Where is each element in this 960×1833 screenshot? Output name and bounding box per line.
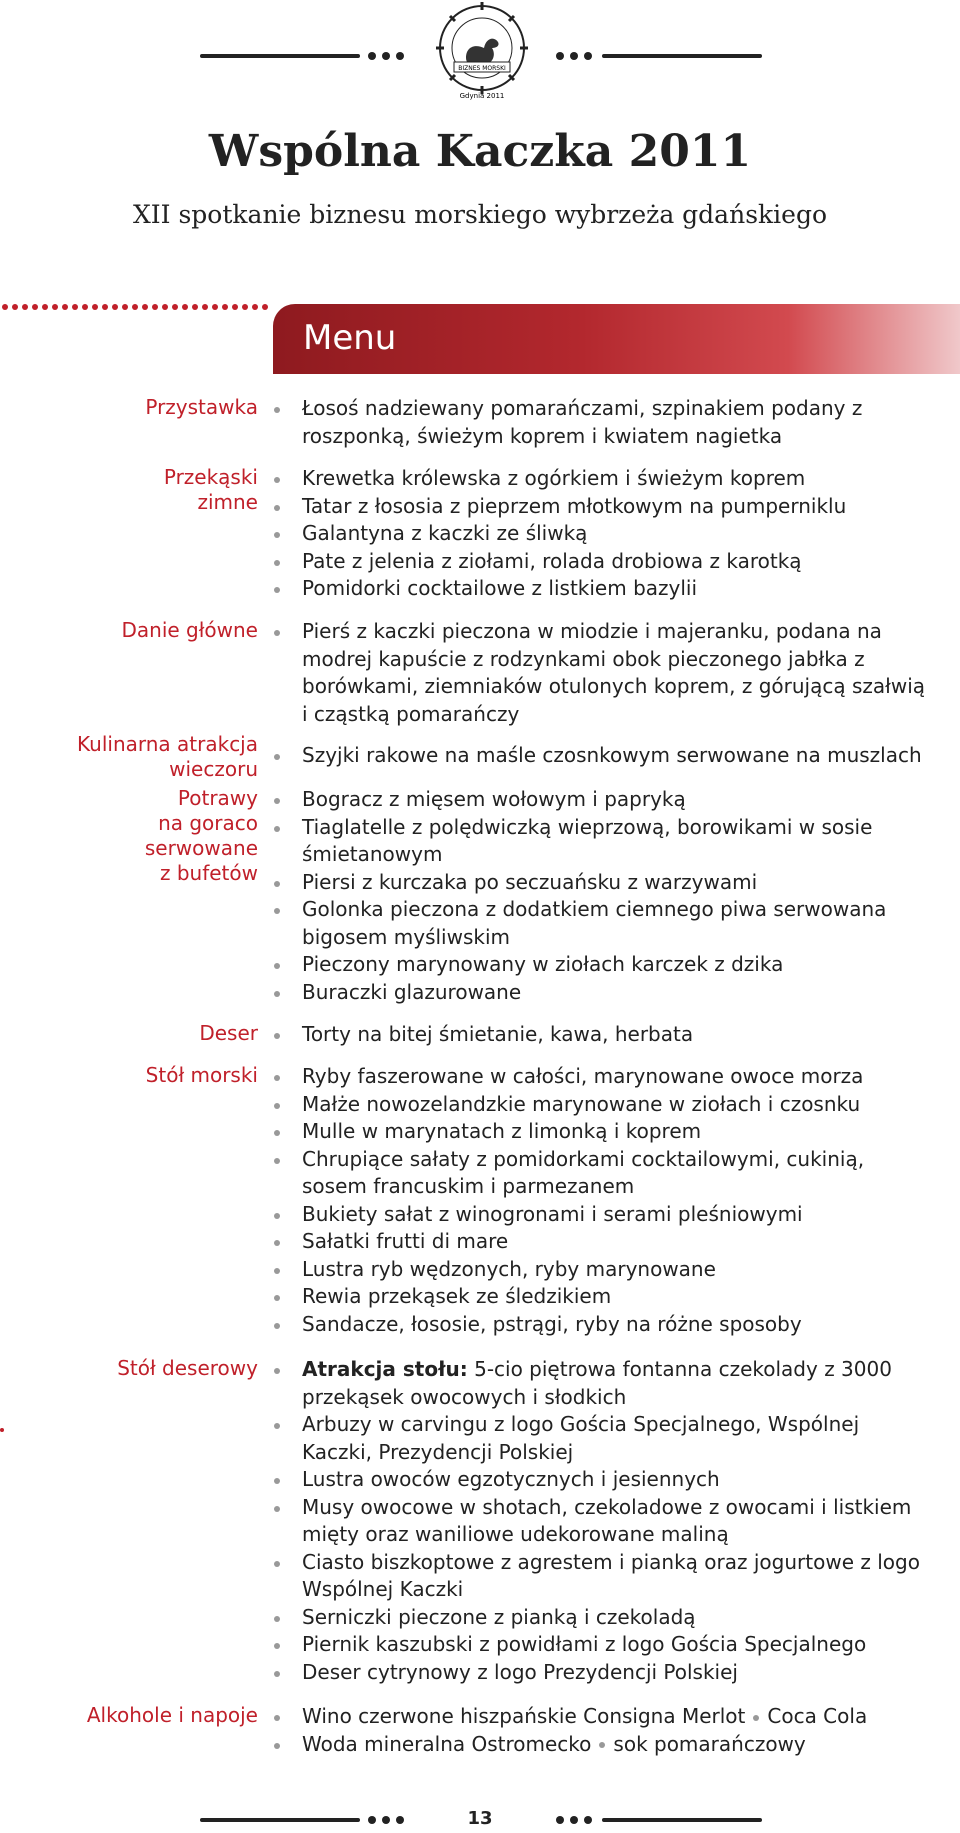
list-item: Krewetka królewska z ogórkiem i świeżym koprem (270, 465, 930, 493)
list-item: Sandacze, łososie, pstrągi, ryby na różne sposoby (270, 1311, 930, 1339)
list-item: Rewia przekąsek ze śledzikiem (270, 1283, 930, 1311)
rule-dot (2, 304, 8, 310)
edge-dot (0, 1428, 4, 1432)
category-label: Kulinarna atrakcja wieczoru (77, 732, 258, 781)
drink-name: Wino czerwone hiszpańskie Consigna Merlot (302, 1704, 746, 1728)
rule-dot (82, 304, 88, 310)
rule-dot (142, 304, 148, 310)
rule-dot (262, 304, 268, 310)
list-item: Szyjki rakowe na maśle czosnkowym serwowane na muszlach (270, 742, 930, 770)
page-subtitle: XII spotkanie biznesu morskiego wybrzeża gdańskiego (132, 200, 828, 229)
list-item: Pomidorki cocktailowe z listkiem bazylii (270, 575, 930, 603)
drink-name: Woda mineralna Ostromecko (302, 1731, 592, 1756)
list-item: Arbuzy w carvingu z logo Gościa Specjalnego, Wspólnej Kaczki, Prezydencji Polskiej (270, 1411, 930, 1466)
list-item: Galantyna z kaczki ze śliwką (270, 520, 930, 548)
category-label: Deser (199, 1021, 258, 1045)
list-item-highlight (270, 1356, 930, 1411)
rule-dot (52, 304, 58, 310)
ornament-left (200, 52, 406, 60)
rule-dot (112, 304, 118, 310)
category-label: Alkohole i napoje (86, 1703, 258, 1727)
list-item: Bukiety sałat z winogronami i serami pleśniowymi (270, 1201, 930, 1229)
rule-dot (92, 304, 98, 310)
svg-text:BIZNES MORSKI: BIZNES MORSKI (458, 65, 506, 72)
list-item: Tatar z łososia z pieprzem młotkowym na pumperniklu (270, 493, 930, 521)
list-item (270, 1731, 930, 1759)
page-header (0, 0, 960, 260)
rule-dot (242, 304, 248, 310)
ornament-right (556, 52, 762, 60)
rule-dot (162, 304, 168, 310)
rule-dot (22, 304, 28, 310)
list-item: Lustra ryb wędzonych, ryby marynowane (270, 1256, 930, 1284)
highlight-label: Atrakcja stołu: (302, 1357, 468, 1381)
footer-ornament-left (200, 1816, 406, 1824)
category-label: Przystawka (145, 395, 258, 419)
highlight-text: 5-cio piętrowa fontanna czekolady z 3000 przekąsek owocowych i słodkich (302, 1357, 892, 1409)
separator-dot (753, 1715, 759, 1721)
list-item: Bogracz z mięsem wołowym i papryką (270, 786, 930, 814)
list-item: Pierś z kaczki pieczona w miodzie i majeranku, podana na modrej kapuście z rodzynkami obok pieczonego jabłka z borówkami, ziemniaków otulonych koprem, z górującą szałwią i cząstką pomarańczy (270, 618, 930, 728)
list-item: Torty na bitej śmietanie, kawa, herbata (270, 1021, 930, 1049)
category-label: Stół deserowy (117, 1356, 258, 1380)
list-item: Pieczony marynowany w ziołach karczek z dzika (270, 951, 930, 979)
list-item: Buraczki glazurowane (270, 979, 930, 1007)
rule-dot (192, 304, 198, 310)
rule-dot (202, 304, 208, 310)
page-title: Wspólna Kaczka 2011 (208, 126, 752, 177)
rule-dot (252, 304, 258, 310)
page-number: 13 (467, 1808, 493, 1829)
list-item: Mulle w marynatach z limonką i koprem (270, 1118, 930, 1146)
rule-dot (152, 304, 158, 310)
footer-ornament-right (556, 1816, 762, 1824)
category-label: Danie główne (121, 618, 258, 642)
list-item: Lustra owoców egzotycznych i jesiennych (270, 1466, 930, 1494)
list-item: Musy owocowe w shotach, czekoladowe z owocami i listkiem mięty oraz waniliowe udekorowane maliną (270, 1494, 930, 1549)
duck-seal-icon (436, 2, 528, 100)
list-item: Deser cytrynowy z logo Prezydencji Polskiej (270, 1659, 930, 1687)
list-item: Serniczki pieczone z pianką i czekoladą (270, 1604, 930, 1632)
rule-dot (132, 304, 138, 310)
drink-name: Coca Cola (767, 1704, 868, 1728)
separator-dot (599, 1742, 605, 1748)
menu-heading: Menu (303, 318, 397, 358)
rule-dot (42, 304, 48, 310)
rule-dot (212, 304, 218, 310)
list-item: Ryby faszerowane w całości, marynowane owoce morza (270, 1063, 930, 1091)
rule-dot (72, 304, 78, 310)
list-item: Piersi z kurczaka po seczuańsku z warzywami (270, 869, 930, 897)
list-item (270, 1703, 930, 1731)
rule-dot (172, 304, 178, 310)
list-item: Chrupiące sałaty z pomidorkami cocktailowymi, cukinią, sosem francuskim i parmezanem (270, 1146, 930, 1201)
list-item: Małże nowozelandzkie marynowane w ziołach i czosnku (270, 1091, 930, 1119)
rule-dot (62, 304, 68, 310)
list-item: Sałatki frutti di mare (270, 1228, 930, 1256)
rule-dot (32, 304, 38, 310)
category-label: Potrawy na goraco serwowane z bufetów (144, 786, 258, 885)
list-item: Golonka pieczona z dodatkiem ciemnego piwa serwowana bigosem myśliwskim (270, 896, 930, 951)
svg-text:Gdynia 2011: Gdynia 2011 (459, 92, 505, 100)
list-item: Pate z jelenia z ziołami, rolada drobiowa z karotką (270, 548, 930, 576)
list-item: Piernik kaszubski z powidłami z logo Gościa Specjalnego (270, 1631, 930, 1659)
menu-banner (273, 304, 960, 374)
rule-dot (102, 304, 108, 310)
rule-dot (12, 304, 18, 310)
category-label: Stół morski (145, 1063, 258, 1087)
rule-dot (122, 304, 128, 310)
rule-dot (182, 304, 188, 310)
list-item: Łosoś nadziewany pomarańczami, szpinakiem podany z roszponką, świeżym koprem i kwiatem nagietka (270, 395, 930, 450)
list-item: Tiaglatelle z polędwiczką wieprzową, borowikami w sosie śmietanowym (270, 814, 930, 869)
rule-dot (232, 304, 238, 310)
dotted-rule (0, 304, 275, 312)
category-label: Przekąski zimne (163, 465, 258, 514)
drink-name: sok pomarańczowy (613, 1731, 806, 1756)
list-item: Ciasto biszkoptowe z agrestem i pianką oraz jogurtowe z logo Wspólnej Kaczki (270, 1549, 930, 1604)
rule-dot (222, 304, 228, 310)
